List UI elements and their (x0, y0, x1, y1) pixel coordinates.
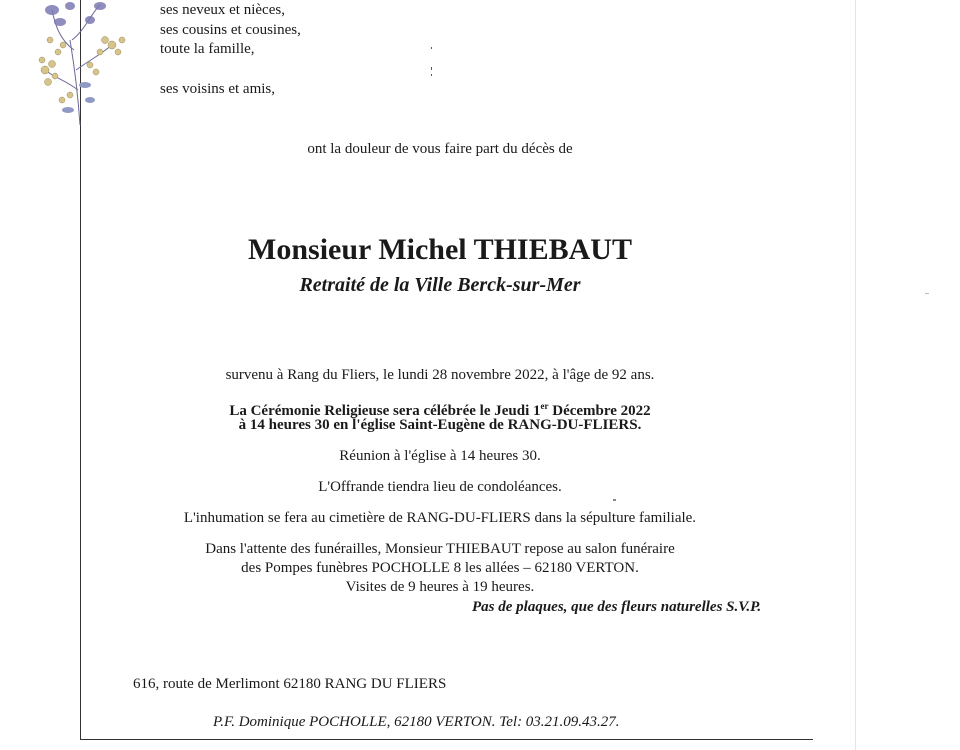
deceased-name: Monsieur Michel THIEBAUT (248, 233, 632, 266)
family-line-neighbors: ses voisins et amis, (160, 81, 275, 97)
ceremony-line-1-end: Décembre 2022 (548, 403, 651, 419)
plaques-note: Pas de plaques, que des fleurs naturelles S.V.P. (472, 599, 762, 615)
death-notice: survenu à Rang du Fliers, le lundi 28 novembre 2022, à l'âge de 92 ans. (225, 367, 655, 383)
scan-edge-line (855, 0, 856, 750)
scan-speck (613, 499, 616, 501)
ceremony-line-1-start: La Cérémonie Religieuse sera célébrée le Jeudi 1 (229, 403, 541, 419)
family-line-nephews: ses neveux et nièces, (160, 2, 285, 18)
scan-speck (925, 293, 929, 294)
ceremony-date-superscript: er (540, 401, 549, 411)
frame-bottom-border (80, 739, 813, 740)
visites-text: Visites de 9 heures à 19 heures. (345, 579, 535, 595)
offrande-text: L'Offrande tiendra lieu de condoléances. (318, 479, 562, 495)
floral-decoration-icon (30, 0, 140, 125)
attente-line-1: Dans l'attente des funérailles, Monsieur THIEBAUT repose au salon funéraire (205, 541, 675, 557)
family-line-cousins: ses cousins et cousines, (160, 22, 301, 38)
scan-speck (431, 74, 432, 76)
attente-line-2: des Pompes funèbres POCHOLLE 8 les allées – 62180 VERTON. (241, 560, 639, 576)
ceremony-line-2: à 14 heures 30 en l'église Saint-Eugène de RANG-DU-FLIERS. (238, 417, 642, 433)
address-text: 616, route de Merlimont 62180 RANG DU FLIERS (133, 676, 447, 692)
family-line-all: toute la famille, (160, 41, 255, 57)
scan-speck (431, 47, 432, 49)
deceased-title: Retraité de la Ville Berck-sur-Mer (299, 274, 581, 296)
inhumation-text: L'inhumation se fera au cimetière de RANG-DU-FLIERS dans la sépulture familiale. (183, 510, 697, 526)
reunion-text: Réunion à l'église à 14 heures 30. (339, 448, 541, 464)
intro-text: ont la douleur de vous faire part du décès de (307, 141, 573, 157)
funeral-home-footer: P.F. Dominique POCHOLLE, 62180 VERTON. Tel: 03.21.09.43.27. (213, 714, 620, 730)
scan-speck (431, 67, 432, 70)
